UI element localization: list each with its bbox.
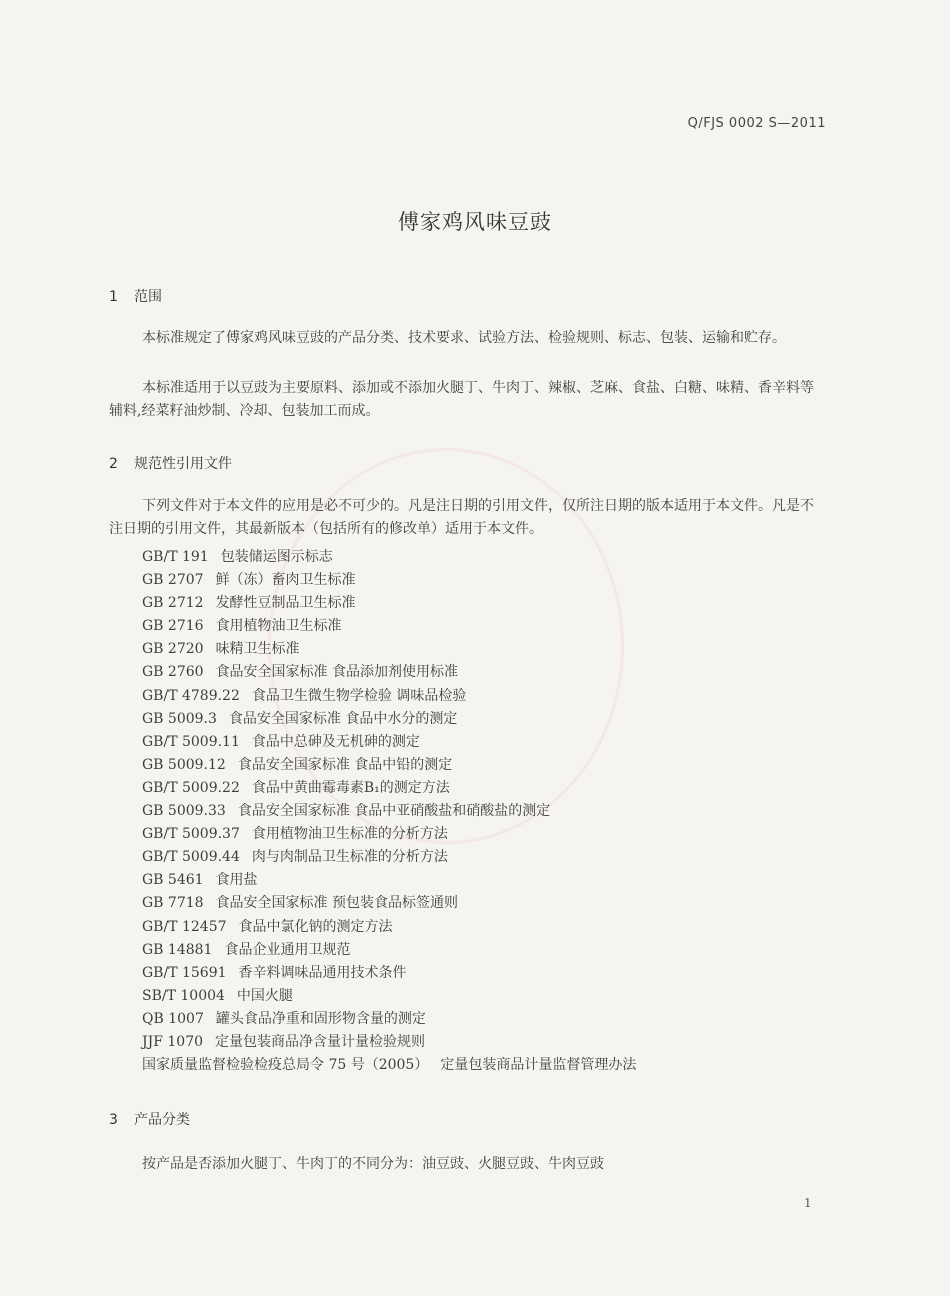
reference-code: GB/T 4789.22 [142,687,240,704]
section-2-paragraph-1: 下列文件对于本文件的应用是必不可少的。凡是注日期的引用文件，仅所注日期的版本适用于本文件。凡是不注日期的引用文件，其最新版本（包括所有的修改单）适用于本文件。 [109,498,814,537]
section-2-heading [109,453,232,473]
reference-name: 鲜（冻）畜肉卫生标准 [215,572,356,589]
reference-item [142,661,636,684]
page-number: 1 [804,1196,812,1210]
reference-name: 食品安全国家标准 预包装食品标签通则 [215,895,459,912]
reference-name: 定量包装商品净含量计量检验规则 [215,1033,426,1050]
reference-item [142,754,636,777]
reference-item [142,546,636,569]
reference-code: GB/T 5009.44 [142,849,240,866]
section-number: 1 [109,289,118,305]
reference-code: GB/T 12457 [142,918,227,935]
reference-name: 食用植物油卫生标准 [215,618,342,635]
reference-code: 国家质量监督检验检疫总局令 75 号（2005） [142,1057,429,1074]
section-3-heading [109,1109,190,1129]
reference-item [142,708,636,731]
reference-code: GB 2720 [142,641,204,658]
document-title: 傅家鸡风味豆豉 [398,210,552,234]
reference-name: 食品中总砷及无机砷的测定 [251,733,420,750]
reference-code: GB 2712 [142,595,204,612]
reference-item [142,777,636,800]
normative-references-list [142,546,636,1077]
reference-item [142,962,636,985]
reference-code: GB 7718 [142,895,204,912]
reference-item [142,638,636,661]
reference-item [142,1008,636,1031]
reference-name: 包装储运图示标志 [220,549,333,565]
reference-item [142,685,636,708]
section-1-heading [109,286,162,306]
reference-item [142,892,636,915]
reference-code: JJF 1070 [142,1033,204,1050]
reference-name: 定量包装商品计量监督管理办法 [440,1057,637,1074]
section-1-paragraph-1: 本标准规定了傅家鸡风味豆豉的产品分类、技术要求、试验方法、检验规则、标志、包装、运输和贮存。 [142,330,786,346]
section-title: 产品分类 [134,1112,190,1128]
reference-code: GB 2716 [142,618,204,635]
reference-item [142,846,636,869]
reference-name: 罐头食品净重和固形物含量的测定 [215,1010,426,1027]
reference-item [142,869,636,892]
reference-name: 食品企业通用卫规范 [224,941,351,958]
reference-name: 肉与肉制品卫生标准的分析方法 [251,849,448,866]
reference-code: GB 5461 [142,872,204,889]
section-title: 范围 [134,289,162,305]
reference-code: QB 1007 [142,1010,204,1027]
section-3-paragraph-1: 按产品是否添加火腿丁、牛肉丁的不同分为：油豆豉、火腿豆豉、牛肉豆豉 [142,1156,604,1172]
reference-code: GB/T 191 [142,549,209,565]
reference-name: 食品安全国家标准 食品中铅的测定 [237,756,453,773]
reference-code: GB 5009.12 [142,756,226,773]
reference-item [142,592,636,615]
reference-name: 味精卫生标准 [215,641,300,658]
reference-name: 发酵性豆制品卫生标准 [215,595,356,612]
reference-item [142,615,636,638]
reference-item [142,985,636,1008]
reference-name: 中国火腿 [236,987,293,1004]
reference-code: GB 14881 [142,941,213,958]
reference-name: 食品中黄曲霉毒素B₁的测定方法 [251,779,450,796]
section-number: 2 [109,456,118,472]
reference-item [142,823,636,846]
reference-item [142,939,636,962]
reference-code: GB/T 5009.11 [142,733,240,750]
section-number: 3 [109,1112,118,1128]
section-1-paragraph-2: 本标准适用于以豆豉为主要原料、添加或不添加火腿丁、牛肉丁、辣椒、芝麻、食盐、白糖、味精、香辛料等辅料,经菜籽油炒制、冷却、包装加工而成。 [109,380,814,419]
reference-name: 食品卫生微生物学检验 调味品检验 [251,687,467,704]
standard-code: Q/FJS 0002 S—2011 [687,116,826,131]
reference-name: 食品安全国家标准 食品中亚硝酸盐和硝酸盐的测定 [237,803,551,820]
reference-code: GB 5009.3 [142,710,217,727]
reference-code: GB/T 5009.37 [142,826,240,843]
reference-name: 食用植物油卫生标准的分析方法 [251,826,448,843]
reference-name: 食品安全国家标准 食品添加剂使用标准 [215,664,459,681]
reference-item [142,1054,636,1077]
reference-code: SB/T 10004 [142,987,225,1004]
reference-name: 食品中氯化钠的测定方法 [238,918,393,935]
reference-item [142,731,636,754]
reference-code: GB 2707 [142,572,204,589]
reference-code: GB 5009.33 [142,803,226,820]
section-title: 规范性引用文件 [134,456,232,472]
reference-item [142,1031,636,1054]
reference-item [142,569,636,592]
reference-code: GB/T 5009.22 [142,779,240,796]
reference-name: 食品安全国家标准 食品中水分的测定 [228,710,458,727]
reference-name: 香辛料调味品通用技术条件 [238,964,407,981]
reference-name: 食用盐 [215,872,258,889]
reference-code: GB 2760 [142,664,204,681]
reference-item [142,916,636,939]
reference-item [142,800,636,823]
reference-code: GB/T 15691 [142,964,227,981]
